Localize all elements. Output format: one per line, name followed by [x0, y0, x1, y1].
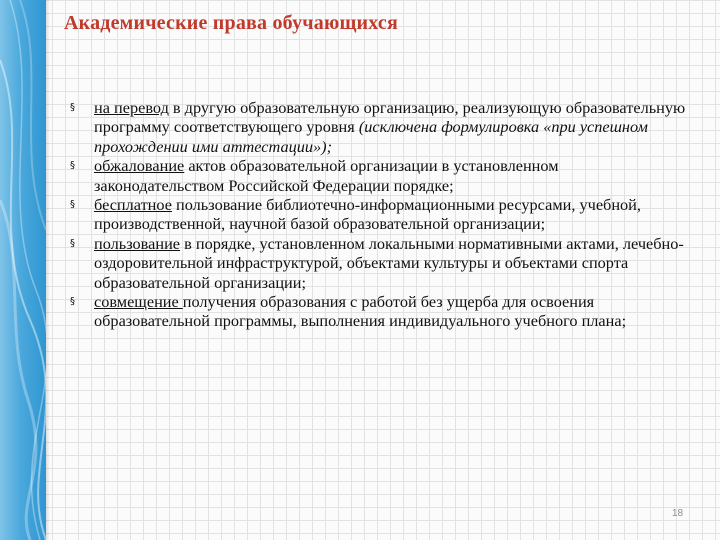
item-lead: на перевод — [94, 98, 169, 117]
bullet-icon: § — [70, 102, 75, 113]
item-lead: совмещение — [94, 292, 183, 312]
slide-title: Академические права обучающихся — [64, 12, 398, 34]
item-text: актов образовательной организации в установленном законодательством Российской Федерации порядке; — [94, 156, 559, 195]
item-lead: обжалование — [94, 156, 185, 176]
list-item — [70, 98, 692, 156]
bullet-icon: § — [70, 296, 75, 308]
item-lead: пользование — [94, 233, 181, 253]
item-text: получения образования с работой без ущерба для освоения образовательной программы, выполнения индивидуального учебного плана; — [94, 292, 627, 331]
wave-decoration — [0, 0, 46, 540]
item-text: пользование библиотечно-информационными ресурсами, учебной, производственной, научной базой образовательной организации; — [94, 195, 641, 234]
list-item — [70, 234, 692, 292]
band-shadow — [46, 0, 50, 540]
decorative-left-band — [0, 0, 46, 540]
list-item — [70, 292, 692, 331]
item-text: в порядке, установленном локальными нормативными актами, лечебно-оздоровительной инфраструктурой, объектами культуры и объектами спорта образовательной организации; — [94, 233, 684, 292]
list-item — [70, 195, 692, 234]
bullet-icon: § — [70, 199, 75, 211]
rights-list — [70, 98, 692, 331]
item-text: в другую образовательную организацию, реализующую образовательную программу соответствующего уровня — [94, 98, 686, 137]
bullet-icon: § — [70, 160, 75, 172]
list-item — [70, 156, 692, 195]
bullet-icon: § — [70, 237, 75, 249]
item-lead: бесплатное — [94, 195, 172, 215]
page-number: 18 — [672, 508, 684, 519]
item-note: (исключена формулировка «при успешном прохождении ими аттестации»); — [94, 117, 648, 156]
